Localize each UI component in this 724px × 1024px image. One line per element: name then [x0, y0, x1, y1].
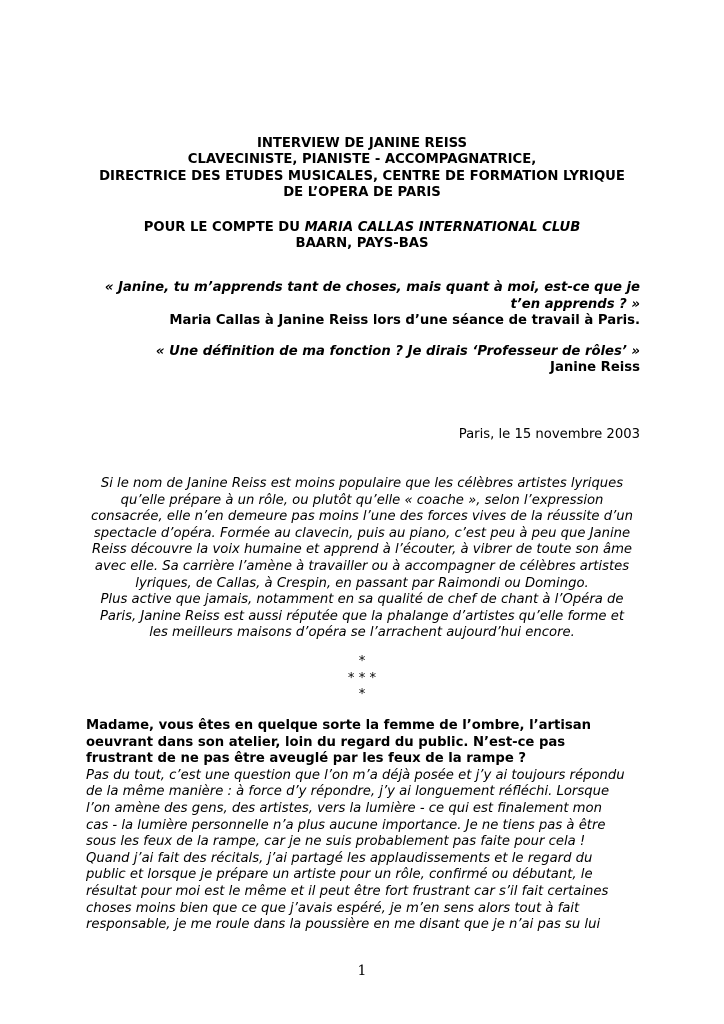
intro-line: les meilleurs maisons d’opéra se l’arrachent aujourd’hui encore. — [149, 625, 575, 641]
intro-line: Plus active que jamais, notamment en sa qualité de chef de chant à l’Opéra de — [100, 592, 624, 608]
question-line: frustrant de ne pas être aveuglé par les feux de la rampe ? — [86, 751, 527, 767]
separator-line: * * * — [347, 670, 377, 686]
separator-line: * — [358, 654, 366, 669]
quote-text-line: « Janine, tu m’apprends tant de choses, mais quant à moi, est-ce que je — [104, 280, 640, 295]
answer-line: l’on amène des gens, des artistes, vers la lumière - ce qui est finalement mon — [86, 800, 602, 816]
intro-line: Reiss découvre la voix humaine et apprend à l’écouter, à vibrer de toute son âme — [91, 542, 633, 558]
answer-line: responsable, je me roule dans la poussière en me disant que je n’ai pas su lui — [86, 917, 601, 933]
date-line: Paris, le 15 novembre 2003 — [458, 427, 640, 442]
sponsor-name: MARIA CALLAS INTERNATIONAL CLUB — [304, 219, 581, 235]
intro-line: consacrée, elle n’en demeure pas moins l’une des forces vives de la réussite d’un — [90, 509, 633, 525]
answer-line: Quand j’ai fait des récitals, j’ai partagé les applaudissements et le regard du — [86, 850, 593, 866]
intro-paragraph — [86, 476, 638, 642]
question-line: oeuvrant dans son atelier, loin du regard du public. N’est-ce pas — [86, 734, 566, 750]
intro-line: spectacle d’opéra. Formée au clavecin, puis au piano, c’est peu à peu que Janine — [93, 525, 631, 541]
intro-line: qu’elle prépare à un rôle, ou plutôt qu’elle « coache », selon l’expression — [120, 492, 604, 508]
heading-title-line: CLAVECINISTE, PIANISTE - ACCOMPAGNATRICE, — [187, 152, 537, 168]
location-line: BAARN, PAYS-BAS — [295, 236, 429, 252]
sponsor-line — [80, 220, 644, 236]
interview-question — [86, 718, 646, 768]
answer-line: public et lorsque je prépare un artiste pour un rôle, confirmé ou débutant, le — [86, 867, 593, 883]
heading-title-line: DIRECTRICE DES ETUDES MUSICALES, CENTRE DE FORMATION LYRIQUE — [99, 168, 625, 184]
separator-line: * — [358, 687, 366, 702]
quote-attribution: Maria Callas à Janine Reiss lors d’une séance de travail à Paris. — [169, 313, 640, 328]
intro-line: lyriques, de Callas, à Crespin, en passant par Raimondi ou Domingo. — [135, 575, 589, 591]
heading-title-line: INTERVIEW DE JANINE REISS — [256, 136, 468, 151]
page-number: 1 — [357, 963, 367, 979]
answer-line: Pas du tout, c’est une question que l’on m’a déjà posée et j’y ai toujours répondu — [86, 767, 625, 783]
quote-text-line: « Une définition de ma fonction ? Je dirais ‘Professeur de rôles’ » — [155, 343, 640, 359]
sponsor-prefix: POUR LE COMPTE DU — [143, 219, 305, 235]
answer-line: résultat pour moi est le même et il peut être fort frustrant car s’il fait certaines — [86, 883, 609, 899]
interview-heading — [80, 136, 644, 252]
answer-line: de la même manière : à force d’y répondre, j’y ai longuement réfléchi. Lorsque — [86, 784, 610, 800]
intro-line: avec elle. Sa carrière l’amène à travailler ou à accompagner de célèbres artistes — [94, 558, 630, 574]
intro-line: Paris, Janine Reiss est aussi réputée que la phalange d’artistes qu’elle forme et — [99, 608, 625, 624]
heading-title-line: DE L’OPERA DE PARIS — [283, 185, 441, 201]
section-separator — [80, 654, 644, 704]
answer-line: choses moins bien que ce que j’avais espéré, je m’en sens alors tout à fait — [86, 900, 580, 916]
interview-section — [86, 718, 646, 934]
answer-line: sous les feux de la rampe, car je ne suis probablement pas faite pour cela ! — [86, 834, 586, 850]
quote-text-line: t’en apprends ? » — [510, 296, 640, 312]
question-line: Madame, vous êtes en quelque sorte la femme de l’ombre, l’artisan — [86, 718, 591, 733]
quote-attribution: Janine Reiss — [550, 360, 640, 375]
intro-line: Si le nom de Janine Reiss est moins populaire que les célèbres artistes lyriques — [100, 476, 624, 491]
epigraph-quotes — [80, 280, 640, 377]
answer-line: cas - la lumière personnelle n’a plus aucune importance. Je ne tiens pas à être — [86, 817, 606, 833]
interview-answer — [86, 768, 646, 934]
